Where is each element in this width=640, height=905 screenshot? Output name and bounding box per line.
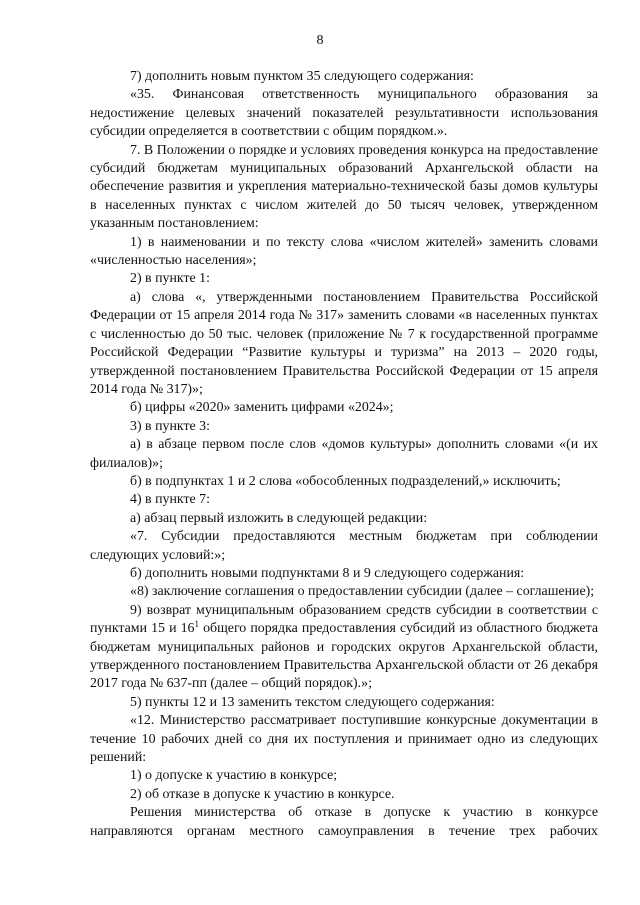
- paragraph: «12. Министерство рассматривает поступившие конкурсные документации в течение 10 рабочих дней со дня их поступления и принимает одно из следующих решений:: [90, 713, 598, 766]
- paragraph: 2) в пункте 1:: [130, 271, 210, 287]
- paragraph: а) абзац первый изложить в следующей редакции:: [130, 510, 428, 526]
- paragraph-with-superscript: [90, 602, 598, 694]
- paragraph: 3) в пункте 3:: [130, 418, 210, 434]
- paragraph-text: общего порядка предоставления субсидий из областного бюджета бюджетам муниципальных районов и городских округов Архангельской области, утвержденного постановлением Правительства Архангельской области от 26 декабря 2017 года № 637-пп (далее – общий порядок).»;: [90, 621, 598, 692]
- paragraph: б) дополнить новыми подпунктами 8 и 9 следующего содержания:: [130, 565, 525, 581]
- paragraph: а) слова «, утвержденными постановлением Правительства Российской Федерации от 15 апреля 2014 года № 317» заменить словами «в населенных пунктах с численностью до 50 тыс. человек (приложение № 7 к государственной программе Российской Федерации “Развитие культуры и туризма” на 2013 – 2020 годы, утвержденной постановлением Правительства Российской Федерации от 15 апреля 2014 года № 317)»;: [90, 289, 598, 397]
- paragraph: «35. Финансовая ответственность муниципального образования за недостижение целевых значений показателей результативности использования субсидии определяется в соответствии с общим порядком.».: [90, 87, 598, 140]
- paragraph: 5) пункты 12 и 13 заменить текстом следующего содержания:: [130, 694, 495, 710]
- superscript: 1: [194, 619, 199, 630]
- paragraph: 7) дополнить новым пунктом 35 следующего содержания:: [130, 69, 474, 84]
- paragraph: 4) в пункте 7:: [130, 492, 210, 508]
- paragraph: 1) о допуске к участию в конкурсе;: [130, 768, 338, 784]
- document-body: [90, 68, 598, 841]
- paragraph: 2) об отказе в допуске к участию в конкурсе.: [130, 786, 395, 802]
- paragraph: 7. В Положении о порядке и условиях проведения конкурса на предоставление субсидий бюджетам муниципальных образований Архангельской области на обеспечение развития и укрепления материально-технической базы домов культуры в населенных пунктах с числом жителей до 50 тысяч человек, утвержденном указанным постановлением:: [90, 142, 598, 232]
- paragraph: 1) в наименовании и по тексту слова «числом жителей» заменить словами «численностью населения»;: [90, 234, 598, 269]
- paragraph: Решения министерства об отказе в допуске к участию в конкурсе направляются органам местного самоуправления в течение трех рабочих: [90, 805, 598, 839]
- paragraph: «8) заключение соглашения о предоставлении субсидии (далее – соглашение);: [130, 584, 595, 600]
- paragraph: б) в подпунктах 1 и 2 слова «обособленных подразделений,» исключить;: [130, 473, 561, 489]
- page-number: 8: [316, 33, 324, 48]
- paragraph: б) цифры «2020» заменить цифрами «2024»;: [130, 400, 394, 416]
- paragraph-text: 9) возврат муниципальным образованием средств субсидии в соответствии с пунктами 15 и 16: [90, 602, 598, 637]
- paragraph: а) в абзаце первом после слов «домов культуры» дополнить словами «(и их филиалов)»;: [90, 437, 598, 471]
- paragraph: «7. Субсидии предоставляются местным бюджетам при соблюдении следующих условий:»;: [90, 529, 598, 563]
